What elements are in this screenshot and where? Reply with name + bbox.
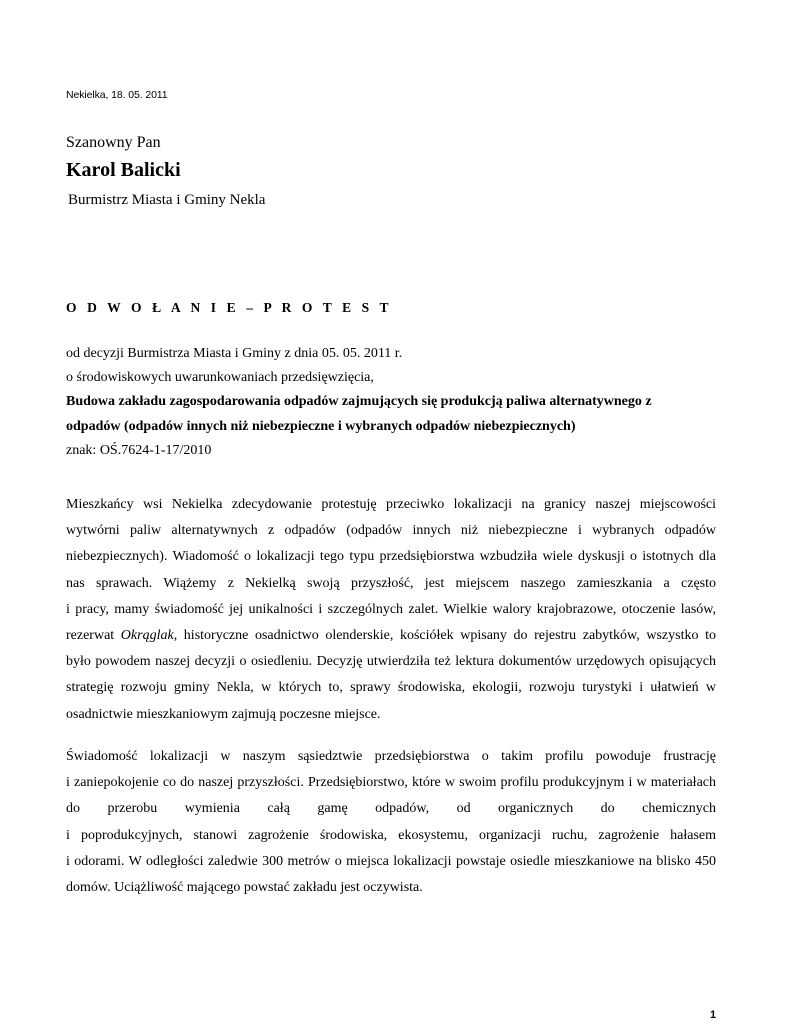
paragraph-line xyxy=(66,623,716,649)
paragraph-line: wytwórni paliw alternatywnych z odpadów (odpadów innych niż niebezpieczne i wybranych odpadów xyxy=(66,523,716,539)
paragraph-line: nas sprawach. Wiążemy z Nekielką swoją przyszłość, jest miejscem naszego zamieszkania a często xyxy=(66,575,716,591)
paragraph-concerns xyxy=(66,744,716,901)
paragraph-line: Świadomość lokalizacji w naszym sąsiedztwie przedsiębiorstwa o takim profilu powoduje frustrację xyxy=(66,749,716,764)
paragraph-line: do przerobu wymienia całą gamę odpadów, od organicznych do chemicznych xyxy=(66,801,716,817)
paragraph-objection xyxy=(66,492,716,728)
decision-subject-line: o środowiskowych uwarunkowaniach przedsięwzięcia, xyxy=(66,370,374,386)
paragraph-line: domów. Uciążliwość mającego powstać zakładu jest oczywista. xyxy=(66,880,423,896)
paragraph-line: osadnictwie mieszkaniowym zajmują poczesne miejsce. xyxy=(66,706,381,722)
paragraph-line: niebezpiecznych). Wiadomość o lokalizacji tego typu przedsiębiorstwa wzbudziła wiele dyskusji o istotnych dla xyxy=(66,549,716,565)
line-text: , historyczne osadnictwo olenderskie, kościółek wpisany do rejestru zabytków, wszystko to xyxy=(173,628,716,644)
document-heading: O D W O Ł A N I E – P R O T E S T xyxy=(66,300,393,315)
reserve-name: Okrąglak xyxy=(120,628,174,644)
paragraph-line: strategię rozwoju gminy Nekla, w których to, sprawy środowiska, ekologii, rozwoju turystyki i ułatwień w xyxy=(66,680,716,696)
project-title-line-1: Budowa zakładu zagospodarowania odpadów zajmujących się produkcją paliwa alternatywnego z xyxy=(66,394,652,410)
line-text: rezerwat xyxy=(66,628,121,644)
case-reference: znak: OŚ.7624-1-17/2010 xyxy=(66,442,212,458)
paragraph-line: było powodem naszej decyzji o osiedleniu. Decyzję utwierdziła też lektura dokumentów urzędowych opisujących xyxy=(66,654,716,670)
paragraph-line: i zaniepokojenie co do naszej przyszłości. Przedsiębiorstwo, które w swoim profilu produkcyjnym i w materiałach xyxy=(66,775,716,791)
paragraph-line: Mieszkańcy wsi Nekielka zdecydowanie protestuję przeciwko lokalizacji na granicy naszej miejscowości xyxy=(66,497,716,512)
salutation: Szanowny Pan xyxy=(66,134,161,151)
decision-line: od decyzji Burmistrza Miasta i Gminy z dnia 05. 05. 2011 r. xyxy=(66,346,403,361)
recipient-name: Karol Balicki xyxy=(66,159,181,181)
paragraph-line: i pracy, mamy świadomość jej unikalności i szczególnych zalet. Wielkie walory krajobrazowe, otoczenie lasów, xyxy=(66,601,716,617)
decision-reference-block xyxy=(66,342,726,463)
paragraph-line: i odorami. W odległości zaledwie 300 metrów o miejsca lokalizacji powstaje osiedle mieszkaniowe na blisko 450 xyxy=(66,853,716,869)
project-title-line-2: odpadów (odpadów innych niż niebezpieczne i wybranych odpadów niebezpiecznych) xyxy=(66,418,576,434)
paragraph-line: i poprodukcyjnych, stanowi zagrożenie środowiska, ekosystemu, organizacji ruchu, zagrożenie hałasem xyxy=(66,827,716,843)
letter-date: Nekielka, 18. 05. 2011 xyxy=(66,89,168,101)
page-number: 1 xyxy=(710,1009,717,1021)
recipient-title: Burmistrz Miasta i Gminy Nekla xyxy=(68,192,266,208)
